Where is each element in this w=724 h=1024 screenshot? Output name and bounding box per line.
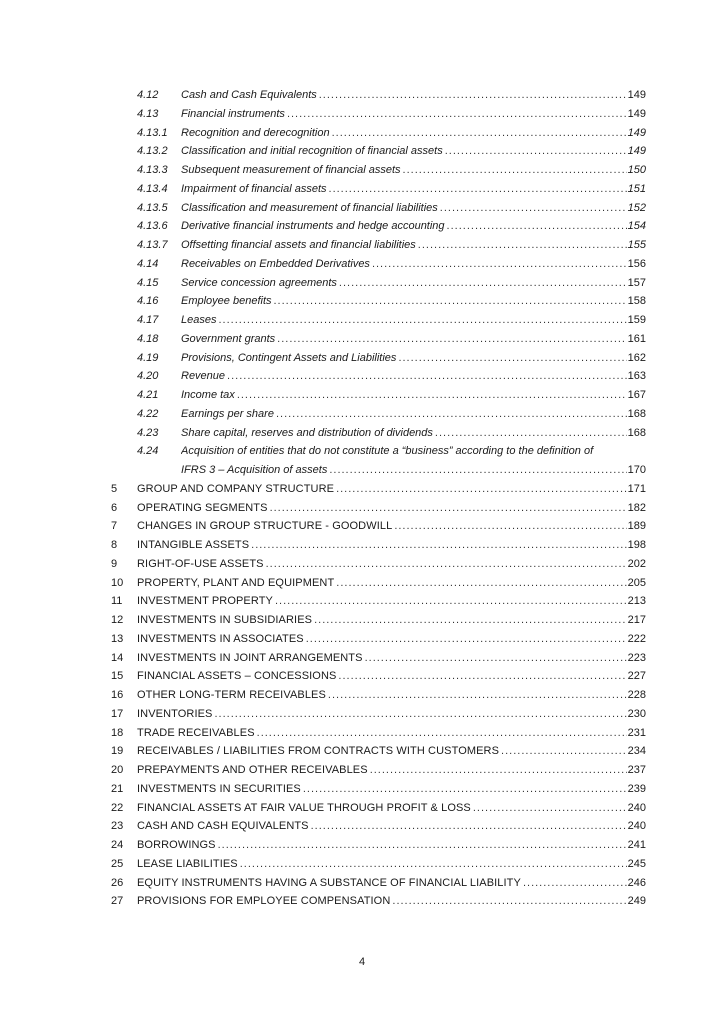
toc-entry-page: 239 [627, 782, 646, 795]
toc-entry-number: 4.20 [137, 370, 159, 383]
dot-leader [306, 630, 627, 649]
toc-entry-page: 249 [627, 895, 646, 908]
toc-entry-number: 26 [111, 876, 124, 889]
toc-entry-title: Acquisition of entities that do not constitute a “business” according to the definition of [181, 445, 594, 458]
toc-entry[interactable] [0, 611, 724, 630]
toc-entry-number: 20 [111, 764, 124, 776]
dot-leader [370, 761, 627, 780]
toc-entry-number: 11 [111, 595, 123, 608]
toc-entry-page: 149 [627, 145, 646, 158]
toc-entry-page: 227 [627, 670, 646, 683]
dot-leader [398, 349, 626, 368]
toc-entry-number: 4.13.6 [137, 220, 168, 233]
dot-leader [266, 555, 627, 574]
toc-entry-page: 222 [627, 632, 646, 645]
toc-entry-number: 4.13.2 [137, 145, 168, 158]
toc-entry-number: 4.24 [137, 445, 159, 458]
toc-entry[interactable] [0, 705, 724, 724]
toc-entry-title: INVESTMENTS IN ASSOCIATES [137, 632, 304, 645]
dot-leader [240, 855, 627, 874]
toc-entry-number: 12 [111, 614, 124, 626]
toc-entry[interactable] [0, 555, 724, 574]
toc-entry-title: Receivables on Embedded Derivatives [181, 257, 370, 270]
toc-entry-title: Financial instruments [181, 107, 285, 120]
toc-entry-title: Leases [181, 314, 217, 326]
toc-entry-page: 149 [627, 126, 646, 139]
page-number: 4 [358, 956, 366, 968]
toc-entry-page: 202 [627, 557, 646, 570]
toc-entry-page: 168 [627, 407, 646, 420]
toc-entry[interactable] [0, 874, 724, 893]
toc-entry-page: 149 [627, 107, 646, 120]
toc-entry[interactable] [0, 649, 724, 668]
toc-entry-title: IFRS 3 – Acquisition of assets [181, 464, 328, 476]
toc-entry[interactable] [0, 574, 724, 593]
toc-entry-title: GROUP AND COMPANY STRUCTURE [137, 482, 335, 495]
dot-leader [329, 180, 627, 199]
toc-entry[interactable] [0, 180, 724, 199]
dot-leader [418, 236, 627, 255]
toc-entry-page: 150 [627, 164, 646, 176]
toc-entry[interactable] [0, 817, 724, 836]
toc-entry[interactable] [0, 855, 724, 874]
dot-leader [274, 292, 627, 311]
toc-entry-page: 154 [627, 220, 646, 233]
toc-entry[interactable] [0, 480, 724, 499]
dot-leader [214, 705, 626, 724]
toc-entry-page: 230 [627, 707, 646, 720]
dot-leader [473, 799, 627, 818]
toc-entry-title: Offsetting financial assets and financial liabilities [181, 239, 416, 251]
toc-entry[interactable] [0, 199, 724, 218]
toc-entry-number: 5 [111, 482, 118, 495]
toc-entry-number: 13 [111, 632, 124, 645]
toc-entry-number: 4.15 [137, 276, 159, 289]
toc-entry-page: 237 [627, 764, 646, 776]
toc-entry-page: 171 [627, 482, 646, 495]
toc-entry-title: RIGHT-OF-USE ASSETS [137, 557, 264, 570]
dot-leader [237, 386, 627, 405]
dot-leader [257, 724, 627, 743]
toc-entry-title: Subsequent measurement of financial assets [181, 164, 401, 176]
toc-entry-page: 198 [627, 539, 646, 551]
toc-entry-title: OPERATING SEGMENTS [137, 501, 268, 514]
toc-entry-number: 4.16 [137, 295, 159, 308]
toc-entry-title: CHANGES IN GROUP STRUCTURE - GOODWILL [137, 520, 393, 533]
toc-entry-title: BORROWINGS [137, 839, 216, 851]
toc-entry-title: INTANGIBLE ASSETS [137, 539, 250, 551]
toc-entry-number: 4.13.4 [137, 182, 168, 195]
toc-entry-page: 168 [627, 426, 646, 439]
toc-entry[interactable] [0, 517, 724, 536]
toc-entry-number: 17 [111, 707, 124, 720]
toc-entry-number: 27 [111, 895, 124, 908]
toc-entry[interactable] [0, 311, 724, 330]
toc-entry[interactable] [0, 761, 724, 780]
toc-entry-page: 167 [627, 389, 646, 401]
toc-entry-title: OTHER LONG-TERM RECEIVABLES [137, 689, 326, 701]
dot-leader [311, 817, 627, 836]
toc-entry-page: 245 [627, 857, 646, 870]
toc-entry-title: INVESTMENTS IN SECURITIES [137, 782, 301, 795]
toc-entry-page: 157 [627, 276, 646, 289]
toc-entry-title: FINANCIAL ASSETS – CONCESSIONS [137, 670, 337, 683]
toc-entry[interactable] [0, 686, 724, 705]
toc-entry[interactable] [0, 536, 724, 555]
toc-entry-page: 240 [627, 801, 646, 814]
toc-entry-title: Employee benefits [181, 295, 272, 308]
toc-entry-number: 25 [111, 857, 124, 870]
toc-entry-title: Derivative financial instruments and hedge accounting [181, 220, 445, 233]
toc-entry-number: 4.14 [137, 257, 159, 270]
dot-leader [276, 405, 627, 424]
toc-entry-page: 151 [627, 182, 646, 195]
toc-entry-page: 217 [627, 614, 646, 626]
toc-entry-title: Government grants [181, 332, 276, 345]
dot-leader [440, 199, 627, 218]
toc-entry-title: Revenue [181, 370, 226, 383]
toc-entry-number: 9 [111, 557, 118, 570]
dot-leader [227, 367, 627, 386]
dot-leader [445, 142, 627, 161]
toc-entry-title: Impairment of financial assets [181, 182, 327, 195]
toc-entry[interactable] [0, 124, 724, 143]
dot-leader [394, 517, 626, 536]
toc-entry-page: 213 [627, 595, 646, 608]
toc-entry-number: 15 [111, 670, 124, 683]
toc-entry-number: 4.13.7 [137, 239, 168, 251]
toc-entry[interactable] [0, 330, 724, 349]
toc-entry-number: 19 [111, 745, 124, 758]
dot-leader [336, 574, 626, 593]
toc-entry[interactable] [0, 161, 724, 180]
toc-entry-number: 8 [111, 539, 118, 551]
toc-entry-number: 22 [111, 801, 124, 814]
dot-leader [339, 274, 627, 293]
toc-entry-page: 155 [627, 239, 646, 251]
toc-entry[interactable] [0, 217, 724, 236]
toc-entry-page: 161 [627, 332, 646, 345]
dot-leader [447, 217, 627, 236]
toc-entry-title: Service concession agreements [181, 276, 337, 289]
dot-leader [435, 424, 627, 443]
toc-entry-page: 159 [627, 314, 646, 326]
toc-entry[interactable] [0, 236, 724, 255]
toc-entry-page: 170 [627, 464, 646, 476]
toc-entry-title: Provisions, Contingent Assets and Liabilities [181, 351, 397, 364]
toc-entry-number: 4.17 [137, 314, 159, 326]
toc-entry-title: Recognition and derecognition [181, 126, 330, 139]
toc-entry-number: 4.13.1 [137, 126, 168, 139]
toc-entry-number: 23 [111, 820, 124, 833]
dot-leader [365, 649, 627, 668]
dot-leader [332, 124, 627, 143]
toc-entry[interactable] [0, 742, 724, 761]
toc-entry-number: 10 [111, 576, 124, 589]
toc-entry[interactable] [0, 592, 724, 611]
toc-entry[interactable] [0, 442, 724, 461]
toc-entry-title: Income tax [181, 389, 235, 401]
toc-entry-number: 4.22 [137, 407, 159, 420]
toc-entry-title: EQUITY INSTRUMENTS HAVING A SUBSTANCE OF FINANCIAL LIABILITY [137, 876, 521, 889]
toc-entry-title: Classification and measurement of financial liabilities [181, 201, 438, 214]
dot-leader [372, 255, 627, 274]
toc-entry-number: 4.12 [137, 89, 159, 101]
toc-entry-number: 4.13.3 [137, 164, 168, 176]
toc-entry[interactable] [0, 405, 724, 424]
dot-leader [523, 874, 627, 893]
toc-entry-title: PROVISIONS FOR EMPLOYEE COMPENSATION [137, 895, 391, 908]
dot-leader [275, 592, 627, 611]
dot-leader [218, 836, 627, 855]
toc-entry-title: Classification and initial recognition of financial assets [181, 145, 443, 158]
toc-entry-number: 16 [111, 689, 124, 701]
toc-entry-page: 246 [627, 876, 646, 889]
toc-entry-page: 241 [627, 839, 646, 851]
toc-entry-title: INVESTMENTS IN SUBSIDIARIES [137, 614, 313, 626]
dot-leader [303, 780, 627, 799]
toc-entry-title: Share capital, reserves and distribution of dividends [181, 426, 433, 439]
dot-leader [392, 892, 626, 911]
toc-entry-number: 4.13.5 [137, 201, 168, 214]
toc-entry[interactable] [0, 724, 724, 743]
toc-entry[interactable] [0, 892, 724, 911]
toc-entry-page: 149 [627, 89, 646, 101]
toc-entry-number: 14 [111, 651, 124, 664]
dot-leader [329, 461, 626, 480]
toc-entry-number: 21 [111, 782, 124, 795]
dot-leader [277, 330, 626, 349]
dot-leader [338, 667, 626, 686]
toc-entry-title: PREPAYMENTS AND OTHER RECEIVABLES [137, 764, 368, 776]
toc-entry-page: 162 [627, 351, 646, 364]
toc-entry-page: 228 [627, 689, 646, 701]
toc-entry-title: FINANCIAL ASSETS AT FAIR VALUE THROUGH PROFIT & LOSS [137, 801, 471, 814]
toc-entry-page: 156 [627, 257, 646, 270]
dot-leader [270, 499, 627, 518]
dot-leader [314, 611, 627, 630]
toc-entry[interactable] [0, 142, 724, 161]
toc-entry[interactable] [0, 105, 724, 124]
toc-entry[interactable] [0, 499, 724, 518]
toc-entry-title: TRADE RECEIVABLES [137, 726, 255, 739]
toc-entry-page: 223 [627, 651, 646, 664]
toc-entry-number: 4.23 [137, 426, 159, 439]
toc-entry-title: LEASE LIABILITIES [137, 857, 238, 870]
dot-leader [328, 686, 627, 705]
toc-entry-title: INVESTMENT PROPERTY [137, 595, 273, 608]
toc-entry[interactable] [0, 386, 724, 405]
toc-entry-page: 205 [627, 576, 646, 589]
toc-entry-page: 163 [627, 370, 646, 383]
toc-entry[interactable] [0, 255, 724, 274]
toc-entry[interactable] [0, 349, 724, 368]
dot-leader [287, 105, 627, 124]
dot-leader [251, 536, 627, 555]
toc-entry[interactable] [0, 780, 724, 799]
toc-entry[interactable] [0, 424, 724, 443]
toc-entry-title: INVENTORIES [137, 707, 213, 720]
toc-entry-title: CASH AND CASH EQUIVALENTS [137, 820, 309, 833]
dot-leader [319, 86, 627, 105]
toc-entry[interactable] [0, 292, 724, 311]
toc-entry-number: 4.21 [137, 389, 159, 401]
toc-entry[interactable] [0, 799, 724, 818]
toc-entry-number: 6 [111, 501, 118, 514]
dot-leader [218, 311, 626, 330]
toc-entry-number: 24 [111, 839, 124, 851]
toc-entry-page: 240 [627, 820, 646, 833]
toc-entry[interactable] [0, 630, 724, 649]
toc-entry-number: 4.13 [137, 107, 159, 120]
toc-entry-page: 231 [627, 726, 646, 739]
toc-entry[interactable] [0, 86, 724, 105]
toc-entry[interactable] [0, 274, 724, 293]
dot-leader [501, 742, 627, 761]
toc-entry-page: 234 [627, 745, 646, 758]
toc-entry-number: 18 [111, 726, 124, 739]
toc-entry[interactable] [0, 836, 724, 855]
toc-entry-page: 182 [627, 501, 646, 514]
toc-entry-title: Earnings per share [181, 407, 274, 420]
toc-entry-number: 7 [111, 520, 118, 533]
toc-entry-title: PROPERTY, PLANT AND EQUIPMENT [137, 576, 335, 589]
toc-entry-title: RECEIVABLES / LIABILITIES FROM CONTRACTS WITH CUSTOMERS [137, 745, 500, 758]
toc-entry-number: 4.18 [137, 332, 159, 345]
toc-entry-number: 4.19 [137, 351, 159, 364]
toc-entry-page: 158 [627, 295, 646, 308]
toc-entry[interactable] [0, 367, 724, 386]
toc-entry-page: 189 [627, 520, 646, 533]
toc-entry-title: Cash and Cash Equivalents [181, 89, 317, 101]
toc-entry-title: INVESTMENTS IN JOINT ARRANGEMENTS [137, 651, 363, 664]
dot-leader [403, 161, 627, 180]
toc-entry-page: 152 [627, 201, 646, 214]
dot-leader [336, 480, 627, 499]
toc-entry[interactable] [0, 667, 724, 686]
toc-entry[interactable] [0, 461, 724, 480]
